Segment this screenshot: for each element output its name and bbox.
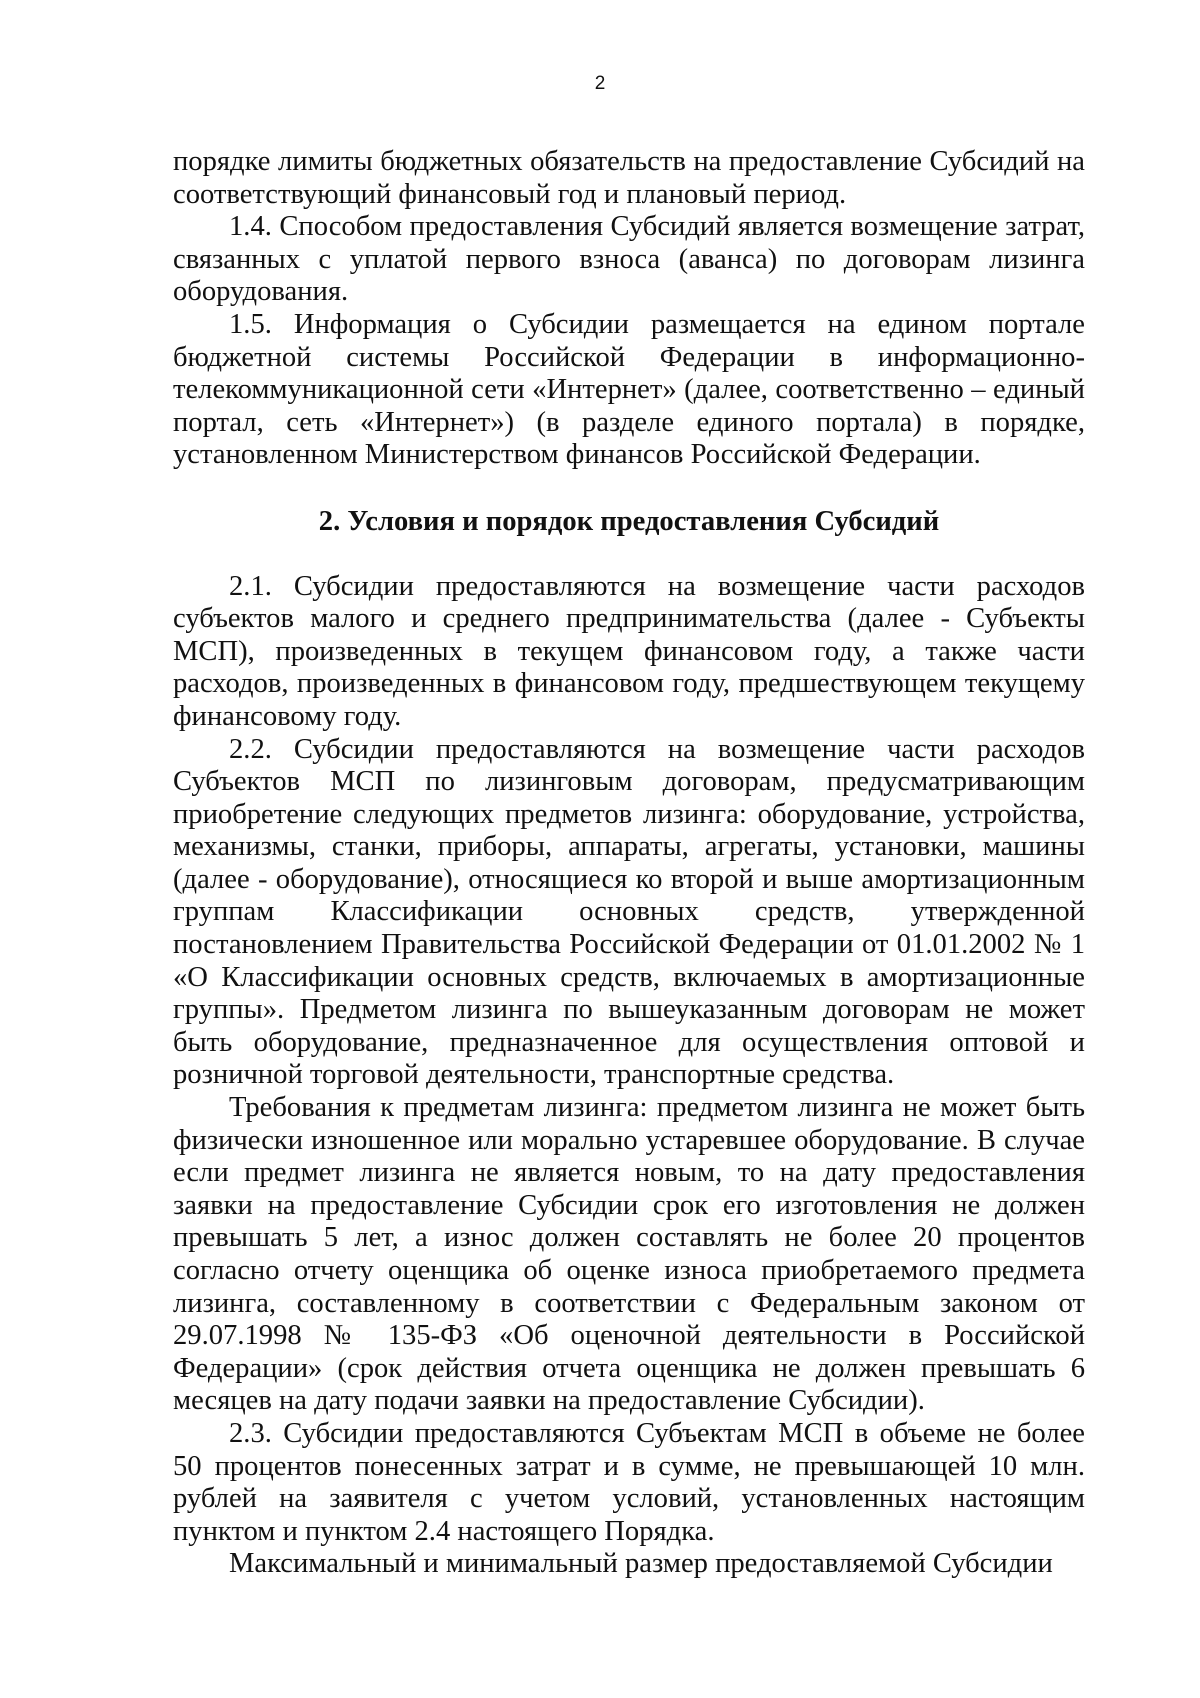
page-number: 2 xyxy=(594,73,606,94)
paragraph-2-2: 2.2. Субсидии предоставляются на возмещение части расходов Субъектов МСП по лизинговым договорам, предусматривающим приобретение следующих предметов лизинга: оборудование, устройства, механизмы, станки, приборы, аппараты, агрегаты, установки, машины (далее - оборудование), относящиеся ко второй и выше амортизационным группам Классификации основных средств, утвержденной постановлением Правительства Российской Федерации от 01.01.2002 № 1 «О Классификации основных средств, включаемых в амортизационные группы». Предметом лизинга по вышеуказанным договорам не может быть оборудование, предназначенное для осуществления оптовой и розничной торговой деятельности, транспортные средства. xyxy=(173,733,1085,1091)
paragraph-1-3-continuation: порядке лимиты бюджетных обязательств на предоставление Субсидий на соответствующий финансовый год и плановый период. xyxy=(173,146,1085,210)
paragraph-2-1: 2.1. Субсидии предоставляются на возмещение части расходов субъектов малого и среднего предпринимательства (далее - Субъекты МСП), произведенных в текущем финансовом году, а также части расходов, произведенных в финансовом году, предшествующем текущему финансовому году. xyxy=(173,570,1085,732)
paragraph-subsidy-size: Максимальный и минимальный размер предоставляемой Субсидии xyxy=(229,1548,1053,1580)
paragraph-leasing-requirements: Требования к предметам лизинга: предметом лизинга не может быть физически изношенное или морально устаревшее оборудование. В случае если предмет лизинга не является новым, то на дату предоставления заявки на предоставление Субсидии срок его изготовления не должен превышать 5 лет, а износ должен составлять не более 20 процентов согласно отчету оценщика об оценке износа приобретаемого предмета лизинга, составленному в соответствии с Федеральным законом от 29.07.1998 № 135-ФЗ «Об оценочной деятельности в Российской Федерации» (срок действия отчета оценщика не должен превышать 6 месяцев на дату подачи заявки на предоставление Субсидии). xyxy=(173,1092,1085,1417)
section-2-heading: 2. Условия и порядок предоставления Субсидий xyxy=(318,505,940,537)
paragraph-2-3: 2.3. Субсидии предоставляются Субъектам МСП в объеме не более 50 процентов понесенных затрат и в сумме, не превышающей 10 млн. рублей на заявителя с учетом условий, установленных настоящим пунктом и пунктом 2.4 настоящего Порядка. xyxy=(173,1417,1085,1547)
paragraph-1-5: 1.5. Информация о Субсидии размещается на едином портале бюджетной системы Российской Федерации в информационно-телекоммуникационной сети «Интернет» (далее, соответственно – единый портал, сеть «Интернет») (в разделе единого портала) в порядке, установленном Министерством финансов Российской Федерации. xyxy=(173,308,1085,471)
document-body xyxy=(173,146,1085,1581)
paragraph-1-4: 1.4. Способом предоставления Субсидий является возмещение затрат, связанных с уплатой первого взноса (аванса) по договорам лизинга оборудования. xyxy=(173,211,1085,308)
